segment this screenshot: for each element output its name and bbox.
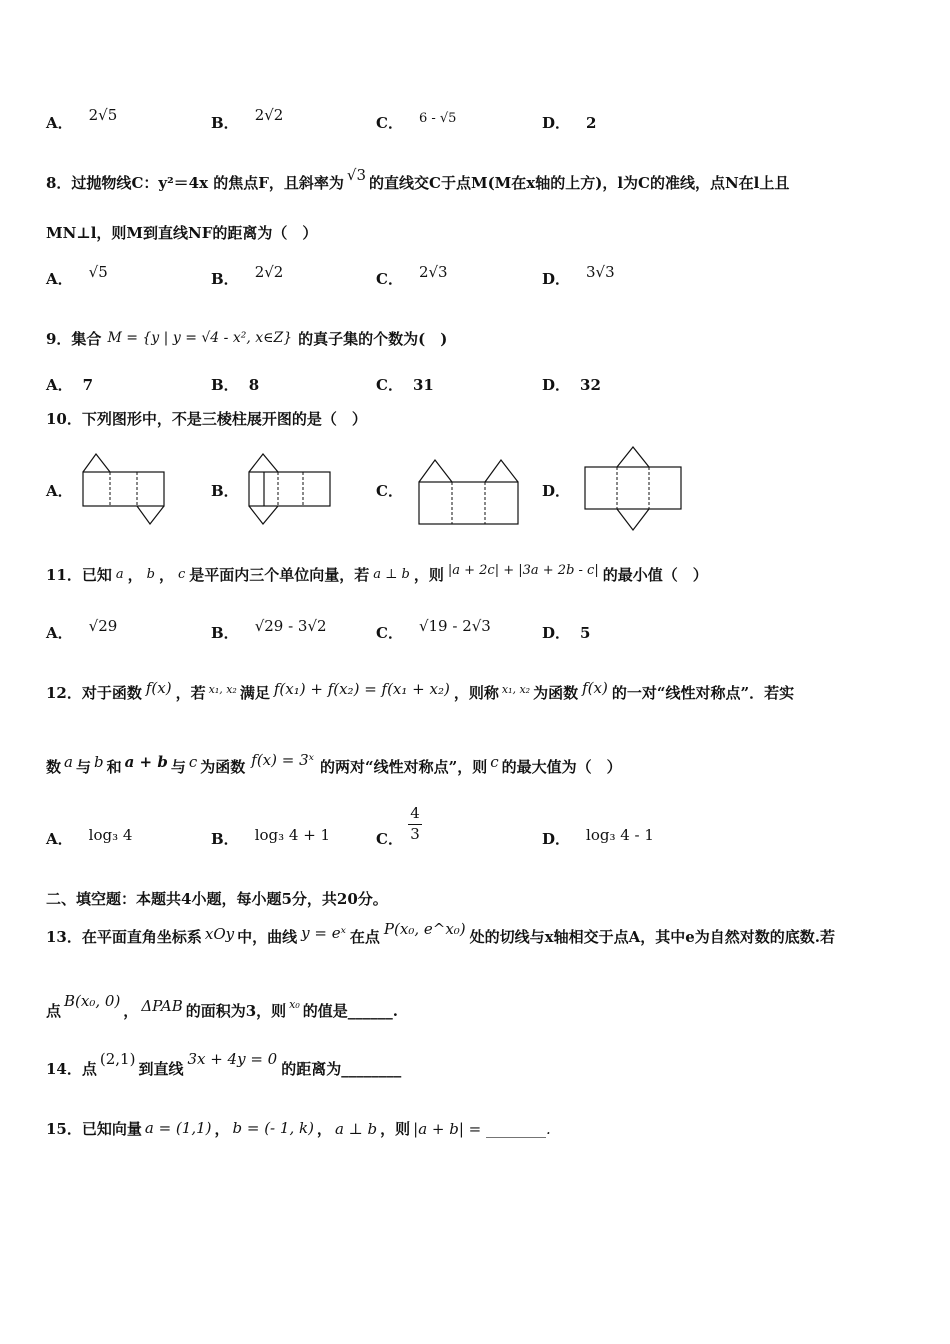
option-value: log₃ 4	[88, 826, 133, 844]
q15-math: a = (1,1)	[144, 1119, 212, 1137]
option-value: √5	[88, 263, 108, 281]
q12-option-b	[211, 828, 330, 850]
q8-option-b	[211, 263, 284, 290]
q12-function-def: f(x) = 3ˣ	[251, 751, 314, 769]
q7-option-c	[376, 112, 456, 136]
q12-text: ，则称	[453, 684, 499, 702]
q13-text: 在点	[349, 928, 380, 946]
option-value: √29	[88, 617, 118, 635]
q7-option-a	[46, 106, 118, 134]
q12-text: 满足	[239, 684, 270, 702]
q12-line2	[46, 751, 622, 778]
q12-line1	[46, 679, 795, 706]
q12-option-a	[46, 828, 132, 850]
option-label: D．	[542, 830, 571, 848]
q11-vec-c: c	[178, 567, 186, 582]
q12-math: f(x)	[582, 679, 608, 697]
q10-label-d	[542, 480, 570, 502]
option-label: C．	[376, 114, 403, 132]
q12-text: ，若	[175, 684, 206, 702]
q15-question	[46, 1118, 554, 1140]
q13-text: 的值是______.	[302, 1002, 399, 1020]
option-value: √29 - 3√2	[254, 617, 327, 635]
q13-math: y = eˣ	[301, 924, 346, 942]
q15-expression: |a + b| = ________.	[413, 1120, 551, 1138]
q8-option-d	[542, 263, 615, 290]
q15-text: ，则	[380, 1120, 411, 1138]
q12-text: 的最大值为（ ）	[501, 758, 622, 776]
section-2-title	[46, 888, 388, 910]
q15-text: ，	[316, 1120, 332, 1138]
option-label: D．	[542, 624, 571, 642]
q8-text-2: MN⊥l，则M到直线NF的距离为（ ）	[46, 224, 318, 242]
option-value: 2√2	[254, 263, 284, 281]
q10-question	[46, 408, 367, 430]
q13-line2	[46, 992, 399, 1024]
q11-sep: ，	[158, 566, 174, 584]
q13-text: 的面积为3，则	[185, 1002, 287, 1020]
option-label: C．	[376, 482, 403, 500]
q13-math: x₀	[289, 998, 300, 1011]
q10-text: 10．下列图形中，不是三棱柱展开图的是（ ）	[46, 410, 367, 428]
q13-text: 处的切线与x轴相交于点A，其中e为自然对数的底数.若	[469, 928, 836, 946]
q9-prefix: 9．集合	[46, 330, 102, 348]
q12-equation: f(x₁) + f(x₂) = f(x₁ + x₂)	[273, 680, 450, 698]
q10-label-c	[376, 480, 403, 502]
option-label: D．	[542, 114, 571, 132]
q10-figure-c	[416, 455, 522, 527]
option-value: 3√3	[586, 263, 615, 281]
q11-question	[46, 564, 708, 588]
q12-math: a	[64, 753, 73, 771]
q12-text: 数	[46, 758, 62, 776]
q9-suffix: 的真子集的个数为( )	[298, 330, 448, 348]
q11-option-d	[542, 622, 590, 644]
q15-math: a ⊥ b	[334, 1120, 378, 1138]
option-label: B．	[211, 376, 239, 394]
q10-figure-d	[582, 444, 690, 534]
q14-question	[46, 1050, 402, 1080]
option-label: A．	[46, 114, 73, 132]
q12-text: 与	[75, 758, 91, 776]
q12-text: 12．对于函数	[46, 684, 142, 702]
q10-label-b	[211, 480, 239, 502]
option-label: C．	[376, 270, 403, 288]
option-label: D．	[542, 270, 571, 288]
q8-text-a: 8．过抛物线C：y²＝4x 的焦点F，且斜率为	[46, 174, 344, 192]
q13-text: 中，曲线	[237, 928, 298, 946]
option-label: D．	[542, 376, 571, 394]
option-value: 7	[82, 376, 94, 394]
q8-option-a	[46, 263, 108, 290]
option-label: C．	[376, 376, 403, 394]
q8-slope: √3	[346, 166, 367, 184]
option-label: A．	[46, 376, 73, 394]
q14-text: 的距离为________	[281, 1060, 402, 1078]
q12-text: 为函数	[200, 758, 246, 776]
q12-text: 与	[170, 758, 186, 776]
q13-text: 13．在平面直角坐标系	[46, 928, 202, 946]
q12-math: b	[93, 753, 104, 771]
q14-text: 14．点	[46, 1060, 97, 1078]
option-label: B．	[211, 482, 239, 500]
q13-line1	[46, 920, 836, 948]
q8-line2	[46, 222, 317, 244]
q11-option-a	[46, 617, 118, 644]
q11-option-b	[211, 617, 327, 644]
q11-option-c	[376, 617, 491, 644]
q11-sep: ，	[127, 566, 143, 584]
option-label: A．	[46, 482, 73, 500]
q10-label-a	[46, 480, 73, 502]
option-value: 2√3	[418, 263, 448, 281]
q12-math: a + b	[124, 753, 168, 771]
q7-option-b	[211, 106, 284, 134]
q7-option-d	[542, 112, 596, 134]
q12-text: 的一对“线性对称点”．若实	[611, 684, 795, 702]
option-value: 32	[580, 376, 601, 394]
option-value: 5	[580, 624, 591, 642]
q12-math: x₁, x₂	[208, 683, 237, 696]
q8-option-c	[376, 263, 448, 290]
option-label: A．	[46, 270, 73, 288]
q12-text: 和	[106, 758, 122, 776]
q11-vec-b: b	[146, 567, 155, 582]
section-title-text: 二、填空题：本题共4小题，每小题5分，共20分。	[46, 890, 388, 908]
q9-option-c	[376, 374, 434, 396]
option-label: B．	[211, 114, 239, 132]
q12-text: 为函数	[533, 684, 579, 702]
option-value: 2√5	[88, 106, 118, 124]
q12-math: f(x)	[145, 679, 172, 697]
q9-set-expression: M = {y | y = √4 - x², x∈Z}	[107, 330, 293, 346]
q15-math: b = (- 1, k)	[232, 1119, 314, 1137]
q11-condition: a ⊥ b	[373, 567, 410, 582]
q8-text-c: 的直线交C于点M(M在x轴的上方)，l为C的准线，点N在l上且	[369, 174, 790, 192]
q11-mid2: ，则	[413, 566, 444, 584]
q10-figure-b	[246, 450, 336, 528]
option-label: B．	[211, 270, 239, 288]
option-label: B．	[211, 624, 239, 642]
q12-math: x₁, x₂	[501, 683, 531, 696]
q14-math: 3x + 4y = 0	[187, 1050, 278, 1068]
q11-expression: |a + 2c| + |3a + 2b - c|	[447, 563, 599, 578]
q13-math: ΔPAB	[141, 997, 183, 1015]
q13-math: B(x₀, 0)	[64, 992, 121, 1010]
q15-text: ，	[214, 1120, 230, 1138]
q13-text: ，	[123, 1002, 139, 1020]
option-label: C．	[376, 624, 403, 642]
option-label: C．	[376, 830, 403, 848]
fraction-denominator: 3	[408, 824, 422, 843]
q9-option-d	[542, 374, 601, 396]
q12-math: c	[188, 753, 198, 771]
q13-math: P(x₀, e^x₀)	[383, 920, 466, 938]
q13-text: 点	[46, 1002, 62, 1020]
q12-text: 的两对“线性对称点”，则	[319, 758, 488, 776]
q11-prefix: 11．已知	[46, 566, 112, 584]
q15-text: 15．已知向量	[46, 1120, 142, 1138]
q14-text: 到直线	[138, 1060, 184, 1078]
q11-vec-a: a	[115, 567, 124, 582]
q13-math: xOy	[204, 925, 235, 943]
option-value: 2	[586, 114, 597, 132]
option-label: A．	[46, 830, 73, 848]
q12-math: c	[490, 753, 499, 771]
q11-mid: 是平面内三个单位向量，若	[189, 566, 370, 584]
q8-line1	[46, 166, 790, 194]
q12-option-c-fraction	[408, 804, 422, 843]
option-label: A．	[46, 624, 73, 642]
option-value: √19 - 2√3	[418, 617, 491, 635]
option-value: log₃ 4 + 1	[254, 826, 331, 844]
option-value: 31	[412, 376, 434, 394]
q9-option-b	[211, 374, 259, 396]
option-value: 8	[248, 376, 260, 394]
q14-math: (2,1)	[99, 1050, 136, 1068]
q9-question	[46, 328, 447, 351]
option-value: 2√2	[254, 106, 284, 124]
q11-suffix: 的最小值（ ）	[602, 566, 708, 584]
option-label: B．	[211, 830, 239, 848]
option-value: 6 - √5	[418, 111, 457, 126]
fraction-numerator: 4	[410, 804, 420, 822]
q10-figure-a	[80, 450, 170, 528]
option-value: log₃ 4 - 1	[586, 826, 654, 844]
q12-option-d	[542, 828, 654, 850]
q9-option-a	[46, 374, 93, 396]
option-label: D．	[542, 482, 571, 500]
